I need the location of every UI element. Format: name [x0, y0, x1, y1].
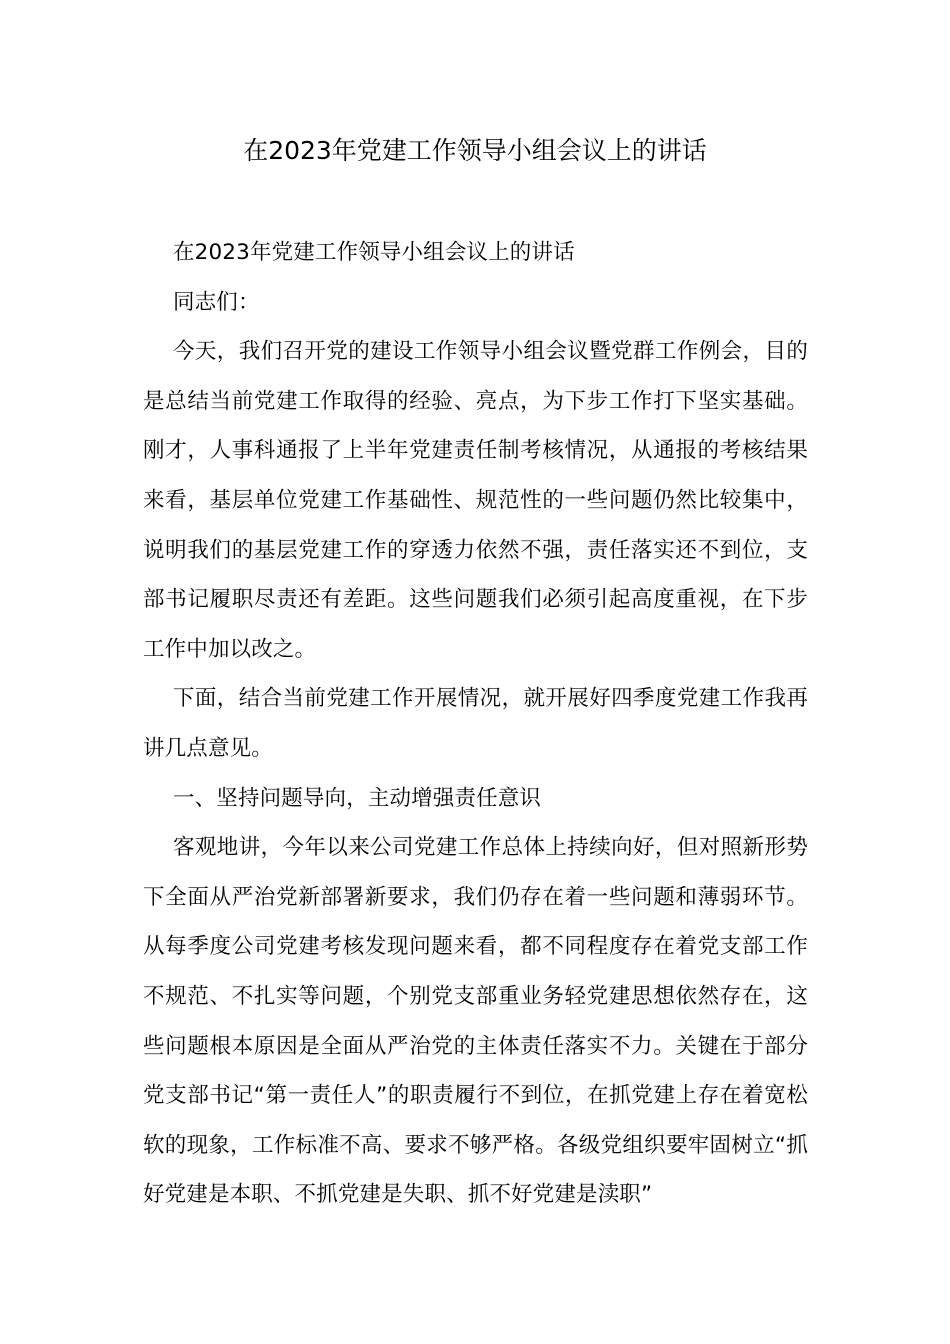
- section-heading-1: 一、坚持问题导向，主动增强责任意识: [173, 785, 542, 811]
- document-body: [143, 228, 808, 1220]
- paragraph-salutation: 同志们：: [173, 289, 260, 315]
- paragraph-intro: 今天，我们召开党的建设工作领导小组会议暨党群工作例会，目的是总结当前党建工作取得的经验、亮点，为下步工作打下坚实基础。刚才，人事科通报了上半年党建责任制考核情况，从通报的考核结果来看，基层单位党建工作基础性、规范性的一些问题仍然比较集中，说明我们的基层党建工作的穿透力依然不强，责任落实还不到位，支部书记履职尽责还有差距。这些问题我们必须引起高度重视，在下步工作中加以改之。: [143, 339, 808, 662]
- document-title: 在2023年党建工作领导小组会议上的讲话: [243, 136, 707, 165]
- paragraph-subtitle: 在2023年党建工作领导小组会议上的讲话: [173, 240, 575, 265]
- paragraph-section-1: 客观地讲，今年以来公司党建工作总体上持续向好，但对照新形势下全面从严治党新部署新要求，我们仍存在着一些问题和薄弱环节。从每季度公司党建考核发现问题来看，都不同程度存在着党支部工作不规范、不扎实等问题，个别党支部重业务轻党建思想依然存在，这些问题根本原因是全面从严治党的主体责任落实不力。关键在于部分党支部书记“第一责任人”的职责履行不到位，在抓党建上存在着宽松软的现象，工作标准不高、要求不够严格。各级党组织要牢固树立“抓好党建是本职、不抓党建是失职、抓不好党建是渎职”: [143, 835, 808, 1208]
- paragraph-transition: 下面，结合当前党建工作开展情况，就开展好四季度党建工作我再讲几点意见。: [143, 686, 808, 761]
